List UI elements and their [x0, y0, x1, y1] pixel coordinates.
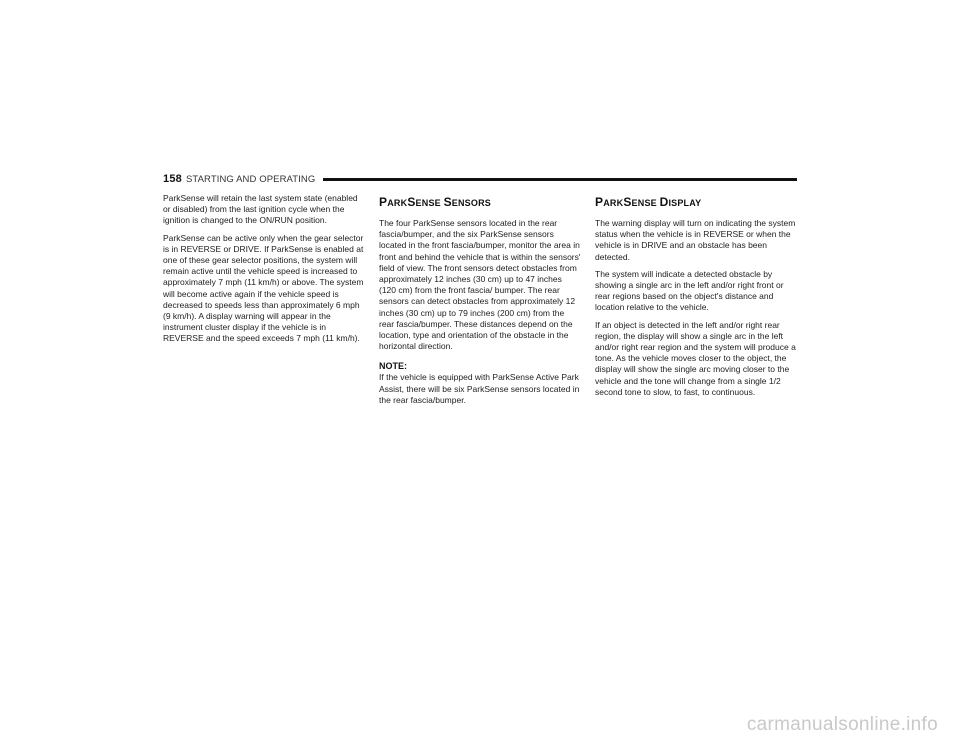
watermark-text: carmanualsonline.info [746, 714, 938, 735]
paragraph-active-conditions: ParkSense can be active only when the gear selector is in REVERSE or DRIVE. If ParkSense is enabled at one of these gear selector positions, the system will remain active until the vehicle speed is increased to approximately 7 mph (11 km/h) or above. The system will become active again if the vehicle speed is decreased to speeds less than approximately 6 mph (9 km/h). A display warning will appear in the instrument cluster display if the vehicle is in REVERSE and the speed exceeds 7 mph (11 km/h). [163, 232, 364, 344]
paragraph-retain-state: ParkSense will retain the last system state (enabled or disabled) from the last ignition cycle when the ignition is changed to the ON/RUN position. [163, 193, 358, 226]
paragraph-display-status: The warning display will turn on indicating the system status when the vehicle is in REVERSE or when the vehicle is in DRIVE and an obstacle has been detected. [595, 218, 796, 262]
note-label: NOTE: [379, 361, 407, 372]
paragraph-display-tone: If an object is detected in the left and/or right rear region, the display will show a single arc in the left and/or right rear region and the system will produce a tone. As the vehicle moves closer to the object, the display will show the single arc moving closer to the vehicle and the tone will change from a single 1/2 second tone to slow, to fast, to continuous. [595, 319, 796, 397]
heading-parksense-display: PARKSENSE DISPLAY [595, 195, 702, 209]
note-text: If the vehicle is equipped with ParkSense Active Park Assist, there will be six ParkSense sensors located in the rear fascia/bumper. [379, 372, 580, 405]
page-header [163, 172, 797, 186]
paragraph-display-arc: The system will indicate a detected obstacle by showing a single arc in the left and/or right front or rear regions based on the object's distance and location relative to the vehicle. [595, 268, 784, 313]
section-title: STARTING AND OPERATING [185, 173, 316, 185]
heading-parksense-sensors: PARKSENSE SENSORS [379, 195, 491, 209]
column-1 [163, 193, 365, 351]
paragraph-sensors-description: The four ParkSense sensors located in the rear fascia/bumper, and the six ParkSense sensors located in the front fascia/bumper, monitor the area in front and behind the vehicle that is within the sensors' field of view. The front sensors detect obstacles from approximately 12 inches (30 cm) up to 47 inches (120 cm) from the front fascia/ bumper. The rear sensors can detect obstacles from approximately 12 inches (30 cm) up to 79 inches (200 cm) from the rear fascia/bumper. These distances depend on the location, type and orientation of the obstacle in the horizontal direction. [379, 218, 581, 352]
column-3 [595, 196, 797, 404]
column-2 [379, 196, 581, 412]
page-number: 158 [163, 173, 182, 185]
header-rule [323, 178, 797, 181]
